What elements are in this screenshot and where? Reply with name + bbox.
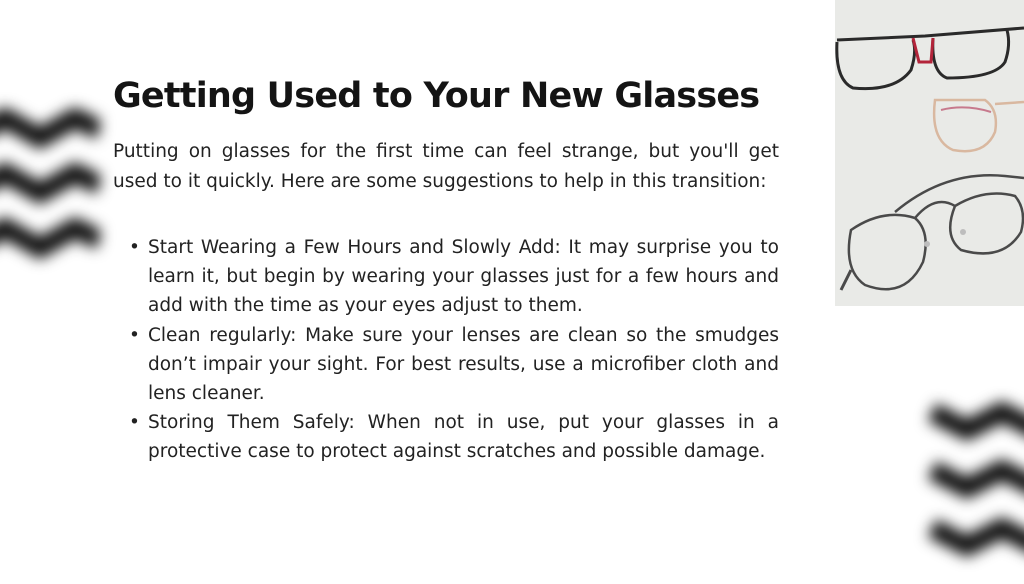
- tips-list: [129, 233, 779, 467]
- zigzag-decoration-right: [922, 390, 1024, 580]
- tip-text: Clean regularly: Make sure your lenses are clean so the smudges don’t impair your sight. For best results, use a microfiber cloth and lens cleaner.: [148, 324, 779, 405]
- intro-paragraph: Putting on glasses for the first time can feel strange, but you'll get used to it quickly. Here are some suggestions to help in this transition:: [113, 141, 779, 192]
- zigzag-wave-icon: [0, 108, 100, 278]
- tip-text: Storing Them Safely: When not in use, put your glasses in a protective case to protect against scratches and possible damage.: [148, 412, 779, 463]
- list-item: [129, 408, 779, 466]
- bullet-icon: [129, 233, 140, 262]
- page-title: Getting Used to Your New Glasses: [113, 76, 760, 116]
- eyeglasses-photo: [835, 0, 1024, 306]
- list-item: [129, 321, 779, 409]
- list-item: [129, 233, 779, 321]
- zigzag-wave-icon: [922, 390, 1024, 580]
- bullet-icon: [129, 321, 140, 350]
- tip-text: Start Wearing a Few Hours and Slowly Add: It may surprise you to learn it, but begin by wearing your glasses just for a few hours and add with the time as your eyes adjust to them.: [148, 237, 779, 317]
- bullet-icon: [129, 408, 140, 437]
- zigzag-decoration-left: [0, 108, 100, 278]
